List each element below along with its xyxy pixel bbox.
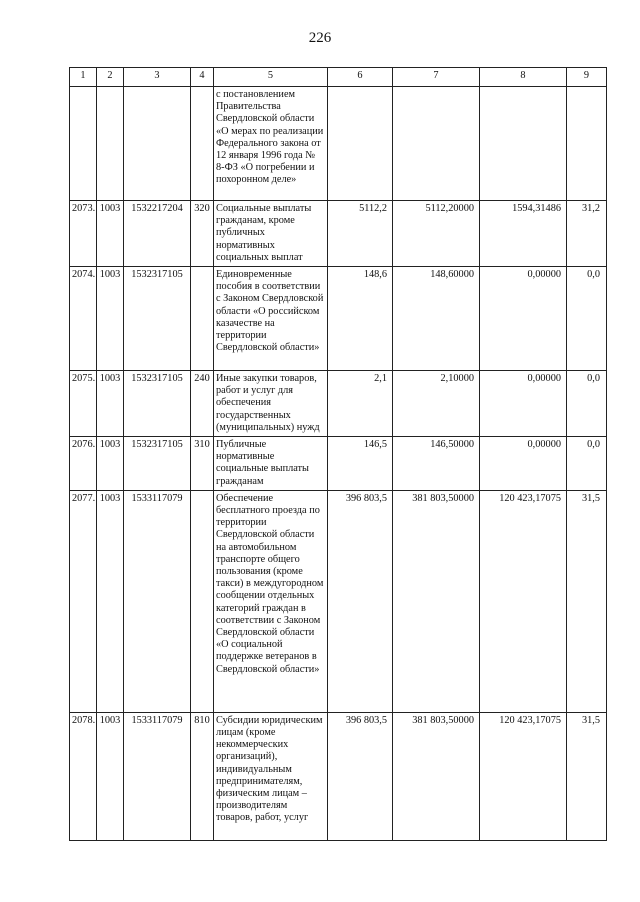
row-id: 2077. — [70, 490, 97, 712]
row-executed — [480, 87, 567, 201]
table-row — [70, 87, 607, 201]
row-planned: 396 803,5 — [328, 712, 393, 840]
table-row — [70, 201, 607, 267]
row-name: Социальные выплаты гражданам, кроме публичных нормативных социальных выплат — [214, 201, 328, 267]
table-header-row — [70, 68, 607, 87]
row-type: 240 — [191, 371, 214, 437]
header-col-2: 2 — [97, 68, 124, 87]
row-executed: 120 423,17075 — [480, 490, 567, 712]
row-type: 310 — [191, 437, 214, 491]
row-target: 1533117079 — [124, 490, 191, 712]
row-id: 2074. — [70, 267, 97, 371]
header-col-3: 3 — [124, 68, 191, 87]
row-percent: 31,5 — [567, 712, 607, 840]
row-planned: 146,5 — [328, 437, 393, 491]
row-target: 1532317105 — [124, 267, 191, 371]
row-id: 2078. — [70, 712, 97, 840]
table-row — [70, 437, 607, 491]
row-executed: 120 423,17075 — [480, 712, 567, 840]
row-percent: 0,0 — [567, 437, 607, 491]
table-row — [70, 267, 607, 371]
row-name: Публичные нормативные социальные выплаты гражданам — [214, 437, 328, 491]
row-planned: 2,1 — [328, 371, 393, 437]
row-type — [191, 490, 214, 712]
row-section — [97, 87, 124, 201]
row-type: 810 — [191, 712, 214, 840]
row-planned: 396 803,5 — [328, 490, 393, 712]
header-col-8: 8 — [480, 68, 567, 87]
row-name: Обеспечение бесплатного проезда по территории Свердловской области на автомобильном транспорте общего пользования (кроме такси) в междугородном сообщении отдельных категорий граждан в соответствии с Законом Свердловской области «О социальной поддержке ветеранов в Свердловской области» — [214, 490, 328, 712]
row-type — [191, 267, 214, 371]
row-section: 1003 — [97, 267, 124, 371]
row-executed: 0,00000 — [480, 371, 567, 437]
row-name: с постановлением Правительства Свердловской области «О мерах по реализации Федерального закона от 12 января 1996 года № 8-ФЗ «О погребении и похоронном деле» — [214, 87, 328, 201]
row-name: Единовременные пособия в соответствии с Законом Свердловской области «О российском казачестве на территории Свердловской области» — [214, 267, 328, 371]
row-target: 1532317105 — [124, 437, 191, 491]
row-section: 1003 — [97, 201, 124, 267]
row-id: 2076. — [70, 437, 97, 491]
row-percent: 31,5 — [567, 490, 607, 712]
row-target — [124, 87, 191, 201]
row-percent — [567, 87, 607, 201]
table-row — [70, 371, 607, 437]
header-col-9: 9 — [567, 68, 607, 87]
row-percent: 31,2 — [567, 201, 607, 267]
row-target: 1532217204 — [124, 201, 191, 267]
page-number: 226 — [308, 30, 332, 46]
row-planned: 148,6 — [328, 267, 393, 371]
row-planned — [328, 87, 393, 201]
row-section: 1003 — [97, 437, 124, 491]
row-approved: 381 803,50000 — [393, 490, 480, 712]
row-id: 2075. — [70, 371, 97, 437]
row-name: Иные закупки товаров, работ и услуг для обеспечения государственных (муниципальных) нужд — [214, 371, 328, 437]
header-col-1: 1 — [70, 68, 97, 87]
row-target: 1533117079 — [124, 712, 191, 840]
header-col-4: 4 — [191, 68, 214, 87]
budget-table — [69, 67, 607, 841]
row-approved: 146,50000 — [393, 437, 480, 491]
table-row — [70, 712, 607, 840]
row-approved: 381 803,50000 — [393, 712, 480, 840]
row-approved — [393, 87, 480, 201]
row-executed: 0,00000 — [480, 437, 567, 491]
row-section: 1003 — [97, 371, 124, 437]
row-section: 1003 — [97, 490, 124, 712]
row-type: 320 — [191, 201, 214, 267]
row-type — [191, 87, 214, 201]
header-col-6: 6 — [328, 68, 393, 87]
row-percent: 0,0 — [567, 267, 607, 371]
row-planned: 5112,2 — [328, 201, 393, 267]
row-approved: 5112,20000 — [393, 201, 480, 267]
row-id — [70, 87, 97, 201]
row-id: 2073. — [70, 201, 97, 267]
row-approved: 2,10000 — [393, 371, 480, 437]
row-approved: 148,60000 — [393, 267, 480, 371]
row-executed: 1594,31486 — [480, 201, 567, 267]
table-row — [70, 490, 607, 712]
header-col-7: 7 — [393, 68, 480, 87]
row-section: 1003 — [97, 712, 124, 840]
row-executed: 0,00000 — [480, 267, 567, 371]
row-name: Субсидии юридическим лицам (кроме некоммерческих организаций), индивидуальным предпринимателям, физическим лицам – производителям товаров, работ, услуг — [214, 712, 328, 840]
row-target: 1532317105 — [124, 371, 191, 437]
row-percent: 0,0 — [567, 371, 607, 437]
header-col-5: 5 — [214, 68, 328, 87]
